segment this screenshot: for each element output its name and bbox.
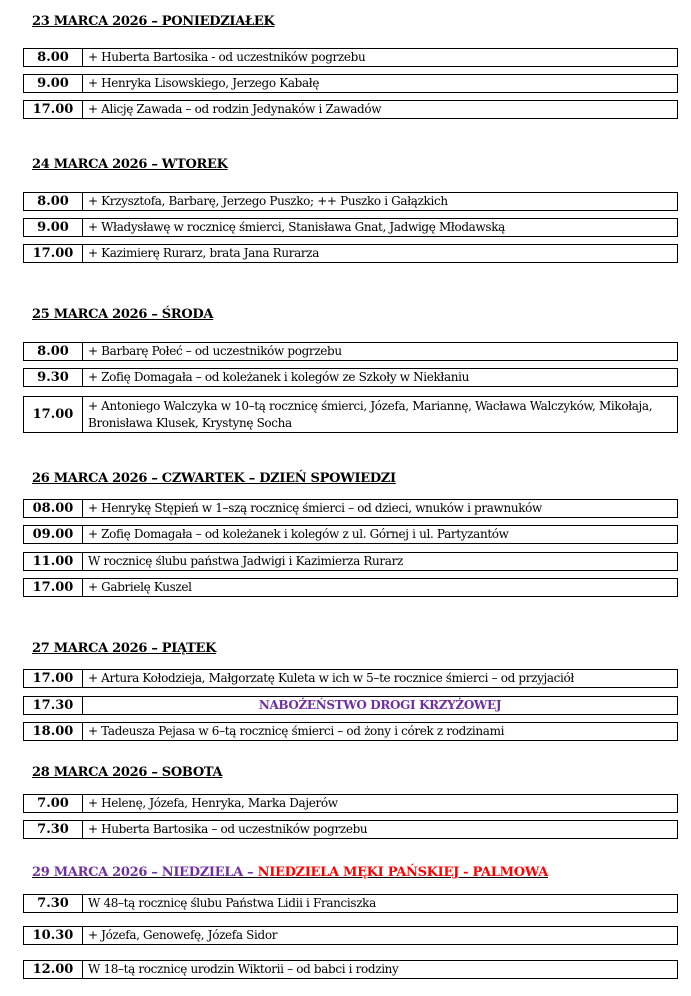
mass-intention: + Zofię Domagała – od koleżanek i kolegów ze Szkoły w Niekłaniu [88,370,469,384]
day-heading-saturday: 28 MARCA 2026 – SOBOTA [32,765,223,780]
mass-time: 17.00 [24,101,83,118]
mass-time: 9.00 [24,75,83,92]
mass-row [23,525,678,544]
mass-intention: + Henrykę Stępień w 1–szą rocznicę śmierci – od dzieci, wnuków i prawnuków [88,501,542,515]
mass-intention: + Huberta Bartosika – od uczestników pogrzebu [88,822,368,836]
mass-time: 18.00 [24,723,83,740]
mass-row [23,74,678,93]
mass-row [23,552,678,571]
mass-row [23,794,678,813]
mass-intention: + Gabrielę Kuszel [88,580,192,594]
mass-row [23,960,678,979]
mass-intention: + Huberta Bartosika - od uczestników pogrzebu [88,50,366,64]
mass-row [23,218,678,237]
mass-time: 7.30 [24,895,83,912]
day-heading-date: 29 MARCA 2026 – NIEDZIELA – [32,865,258,880]
mass-time: 17.00 [24,579,83,596]
day-heading-tuesday: 24 MARCA 2026 – WTOREK [32,157,228,172]
mass-row [23,48,678,67]
mass-intention: + Artura Kołodzieja, Małgorzatę Kuleta w ich w 5–te rocznice śmierci – od przyjaciół [88,671,574,685]
mass-time: 17.00 [24,397,83,432]
mass-time: 7.00 [24,795,83,812]
mass-intention: + Alicję Zawada – od rodzin Jedynaków i Zawadów [88,102,382,116]
mass-intention: + Antoniego Walczyka w 10–tą rocznicę śmierci, Józefa, Mariannę, Wacława Walczyków, Mikołaja, Bronisława Klusek, Krystynę Socha [88,398,653,430]
mass-intention: + Józefa, Genowefę, Józefa Sidor [88,928,278,942]
day-heading-thursday: 26 MARCA 2026 – CZWARTEK – DZIEŃ SPOWIEDZI [32,471,396,486]
mass-intention: + Krzysztofa, Barbarę, Jerzego Puszko; ++ Puszko i Gałązkich [88,194,448,208]
mass-intention: + Barbarę Połeć – od uczestników pogrzebu [88,344,342,358]
mass-intention: W 48–tą rocznicę ślubu Państwa Lidii i Franciszka [88,896,376,910]
mass-intention: W 18–tą rocznicę urodzin Wiktorii – od babci i rodziny [88,962,399,976]
day-heading-sunday [32,865,548,880]
mass-intention: + Tadeusza Pejasa w 6–tą rocznicę śmierci – od żony i córek z rodzinami [88,724,505,738]
mass-time: 17.00 [24,245,83,262]
day-heading-friday: 27 MARCA 2026 – PIĄTEK [32,641,217,656]
mass-time: 8.00 [24,49,83,66]
mass-time: 7.30 [24,821,83,838]
mass-time: 8.00 [24,193,83,210]
mass-row [23,926,678,945]
mass-row [23,499,678,518]
day-heading-feast-name: NIEDZIELA MĘKI PAŃSKIEJ - PALMOWA [257,865,548,880]
mass-row [23,192,678,211]
mass-time: 8.00 [24,343,83,360]
mass-row [23,342,678,361]
mass-row [23,894,678,913]
mass-time: 08.00 [24,500,83,517]
mass-time: 09.00 [24,526,83,543]
mass-time: 11.00 [24,553,83,570]
mass-time: 17.00 [24,670,83,687]
service-title-stations-of-the-cross: NABOŻEŃSTWO DROGI KRZYŻOWEJ [258,698,502,712]
mass-row-special [23,696,678,715]
mass-time: 9.30 [24,369,83,386]
mass-intention: W rocznicę ślubu państwa Jadwigi i Kazimierza Rurarz [88,554,403,568]
mass-intention: + Helenę, Józefa, Henryka, Marka Dajerów [88,796,338,810]
mass-row [23,722,678,741]
mass-row [23,396,678,433]
mass-intention: + Henryka Lisowskiego, Jerzego Kabałę [88,76,320,90]
mass-row [23,368,678,387]
mass-intention: + Władysławę w rocznicę śmierci, Stanisława Gnat, Jadwigę Młodawską [88,220,505,234]
mass-intention: + Kazimierę Rurarz, brata Jana Rurarza [88,246,320,260]
mass-row [23,578,678,597]
mass-time: 9.00 [24,219,83,236]
mass-row [23,820,678,839]
day-heading-monday: 23 MARCA 2026 – PONIEDZIAŁEK [32,14,275,29]
day-heading-wednesday: 25 MARCA 2026 – ŚRODA [32,307,214,322]
mass-row [23,669,678,688]
mass-time: 17.30 [24,697,83,714]
mass-time: 10.30 [24,927,83,944]
mass-time: 12.00 [24,961,83,978]
mass-row [23,100,678,119]
mass-row [23,244,678,263]
mass-intention: + Zofię Domagała – od koleżanek i kolegów z ul. Górnej i ul. Partyzantów [88,527,509,541]
